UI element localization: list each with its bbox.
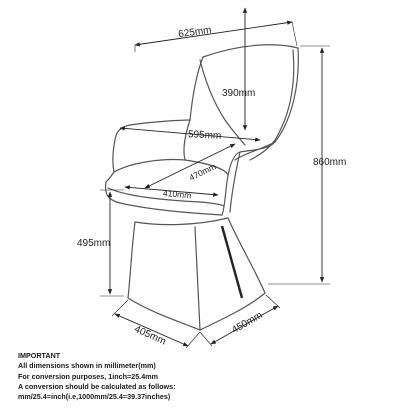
notes-line-2: For conversion purposes, 1inch=25.4mm <box>18 371 159 381</box>
notes-line-3: A conversion should be calculated as follows: <box>18 381 176 391</box>
seat-width-label: 410mm <box>162 187 192 201</box>
seat-height-label: 495mm <box>77 238 111 249</box>
arm-width-label: 595mm <box>187 129 222 142</box>
notes-line-1: All dimensions shown in millimeter(mm) <box>18 361 156 371</box>
seat-front <box>106 172 114 182</box>
back-height-label: 390mm <box>222 88 256 99</box>
seat-depth-label: 470mm <box>187 161 218 183</box>
seat-front-face <box>106 182 222 215</box>
dimension-lines <box>100 8 330 348</box>
backrest-outline <box>203 45 298 160</box>
left-arm <box>113 120 190 172</box>
conversion-notes <box>18 351 408 402</box>
right-arm-inner <box>230 152 240 212</box>
notes-line-4: mm/25.4=inch(i.e,1000mm/25.4=39.37inches) <box>18 392 171 402</box>
base-outline <box>128 218 265 330</box>
backrest-left-edge <box>190 57 203 120</box>
base-width-label: 405mm <box>132 323 168 348</box>
top-width-label: 625mm <box>177 24 213 41</box>
backrest-rim <box>250 50 294 160</box>
base-top-edge <box>135 218 228 225</box>
base-depth-label: 450mm <box>230 309 265 337</box>
total-height-label: 860mm <box>313 157 347 168</box>
base-center-edge <box>195 227 200 330</box>
notes-title: IMPORTANT <box>18 351 61 360</box>
base-accent-stripe <box>222 226 242 298</box>
